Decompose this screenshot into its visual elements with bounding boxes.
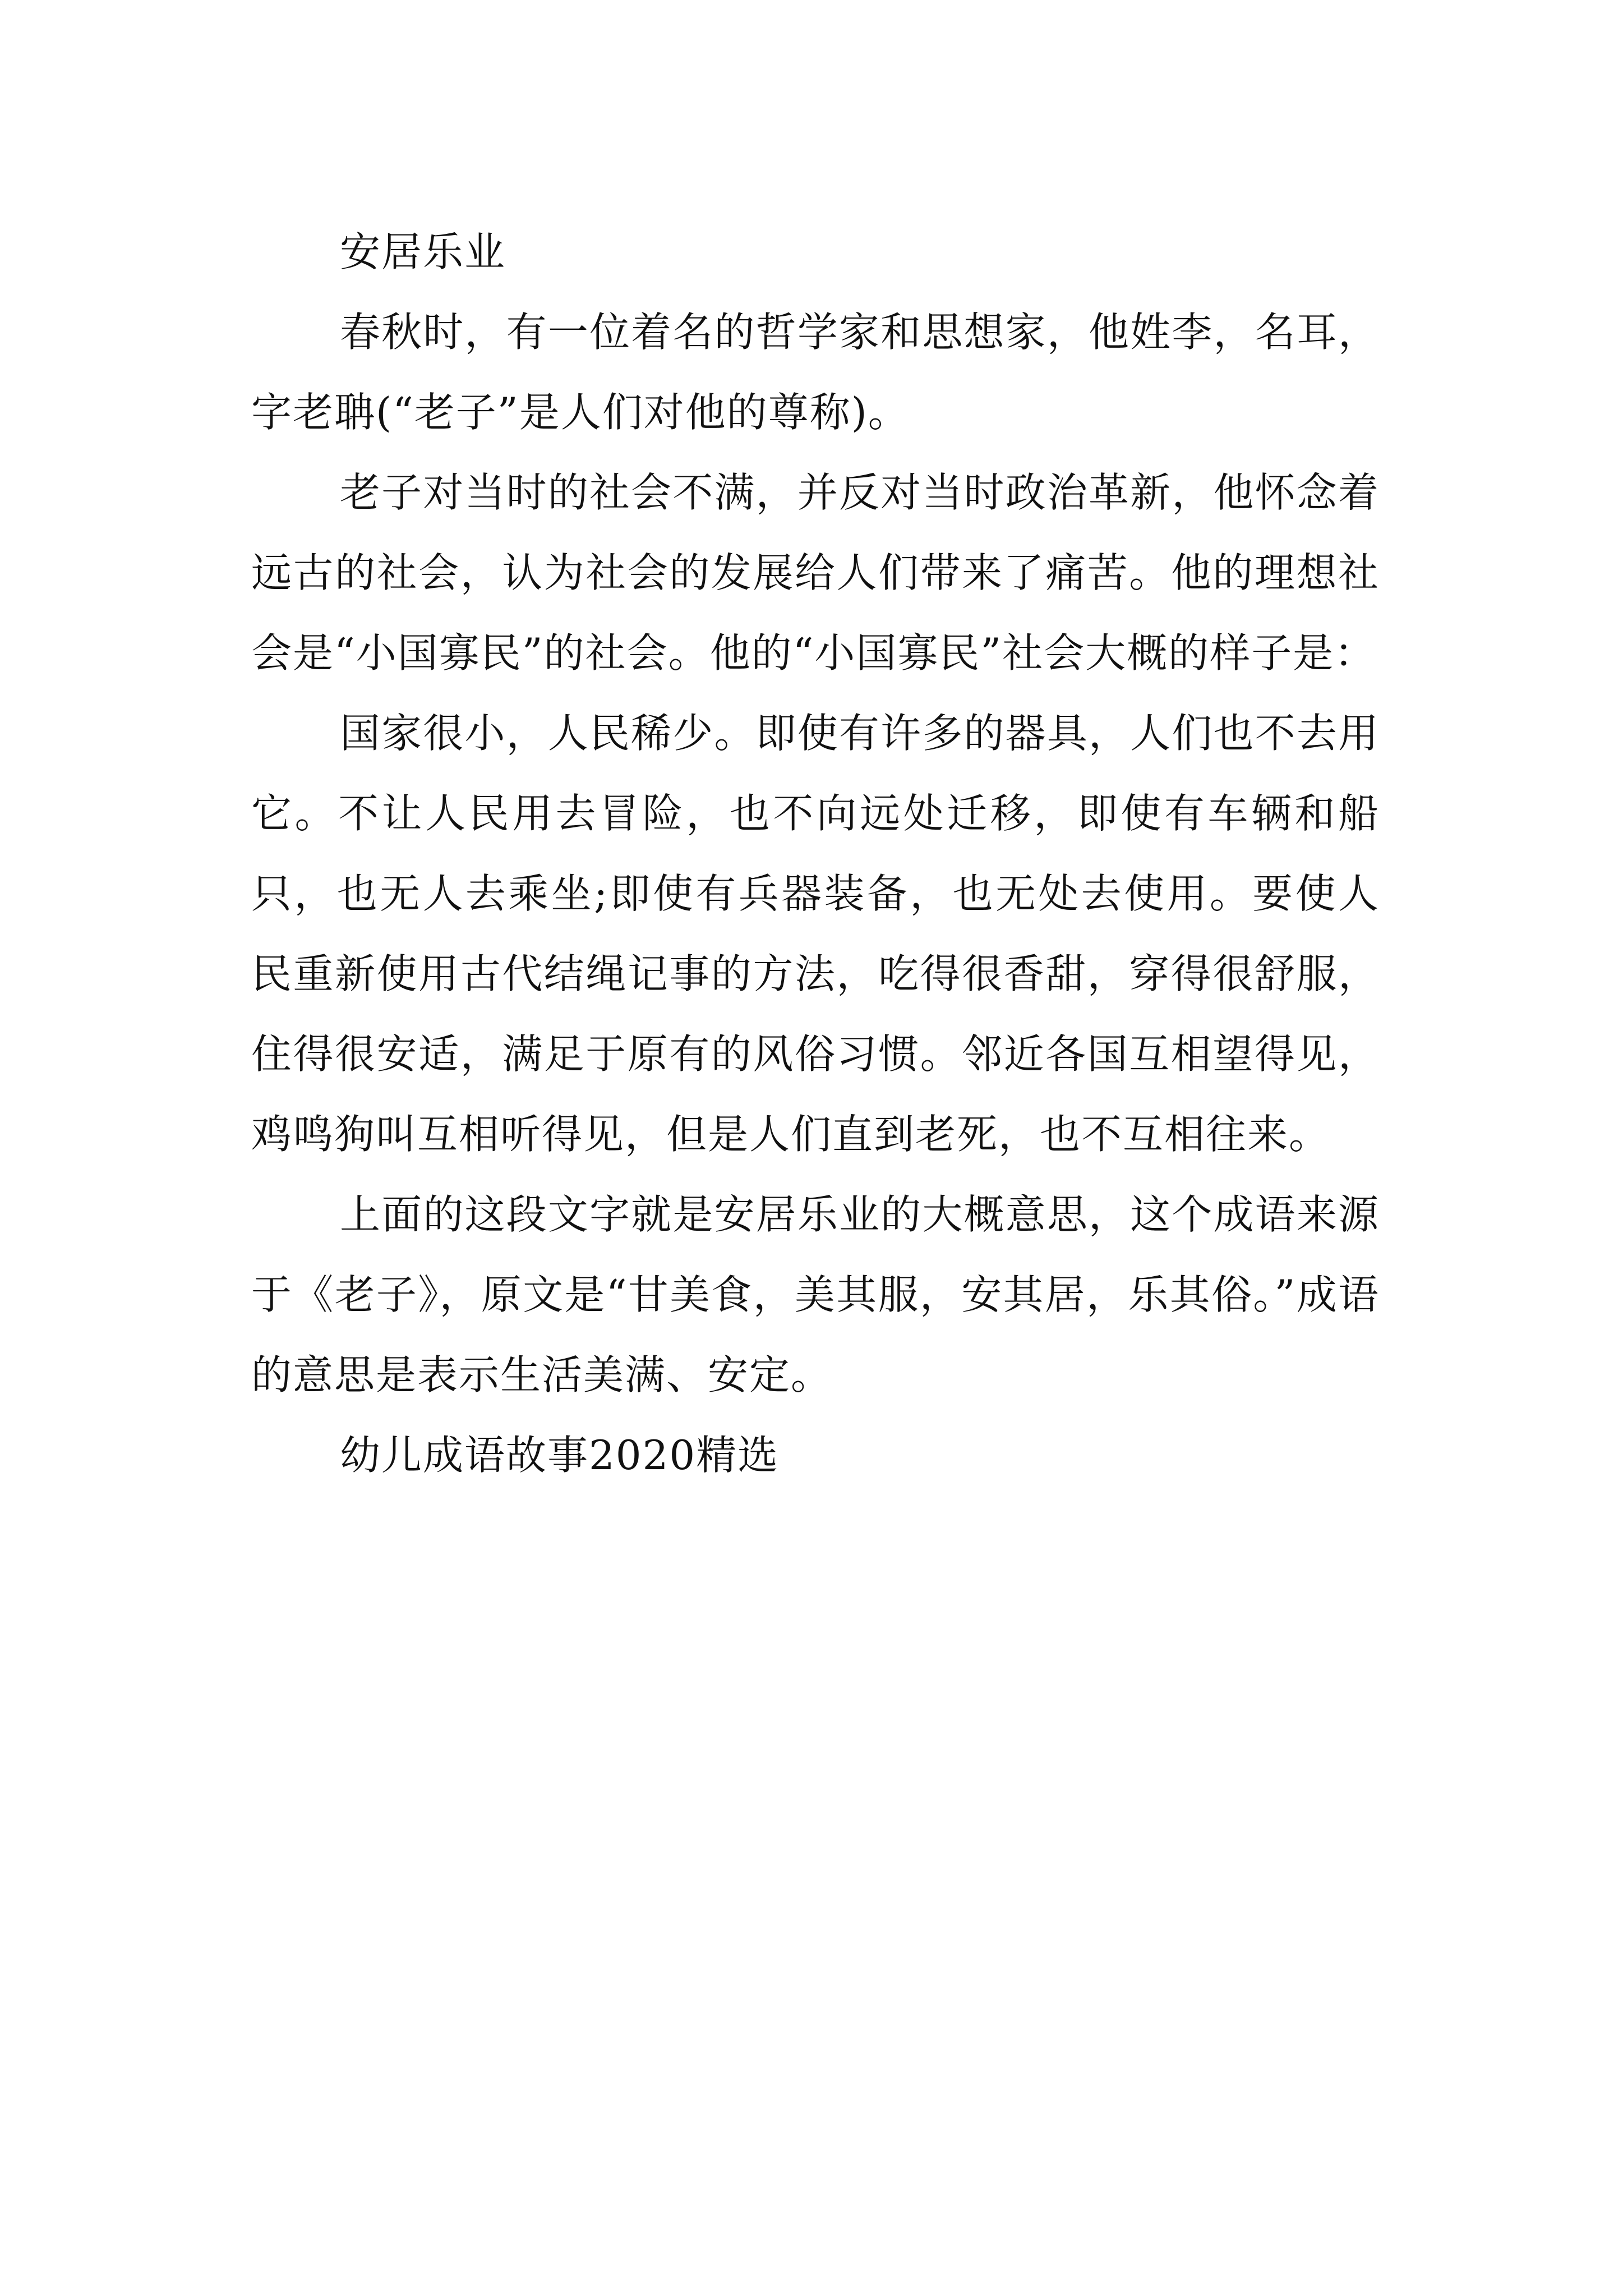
collection-title: 幼儿成语故事2020精选: [340, 1432, 780, 1479]
paragraph-origin: 春秋时，有一位着名的哲学家和思想家，他姓李，名耳，字老聃(“老子”是人们对他的尊称)。: [251, 309, 1380, 436]
paragraph-ideal-society: 老子对当时的社会不满，并反对当时政治革新，他怀念着远古的社会，认为社会的发展给人们带来了痛苦。他的理想社会是“小国寡民”的社会。他的“小国寡民”社会大概的样子是：: [251, 469, 1380, 677]
paragraph-idiom-meaning: 上面的这段文字就是安居乐业的大概意思，这个成语来源于《老子》，原文是“甘美食，美其服，安其居，乐其俗。”成语的意思是表示生活美满、安定。: [251, 1191, 1380, 1398]
paragraph-small-state: 国家很小，人民稀少。即使有许多的器具，人们也不去用它。不让人民用去冒险，也不向远处迁移，即使有车辆和船只，也无人去乘坐;即使有兵器装备，也无处去使用。要使人民重新使用古代结绳记事的方法，吃得很香甜，穿得很舒服，住得很安适，满足于原有的风俗习惯。邻近各国互相望得见，鸡鸣狗叫互相听得见，但是人们直到老死，也不互相往来。: [251, 710, 1380, 1158]
story-title: 安居乐业: [340, 228, 506, 275]
document-body: [251, 212, 1380, 1496]
